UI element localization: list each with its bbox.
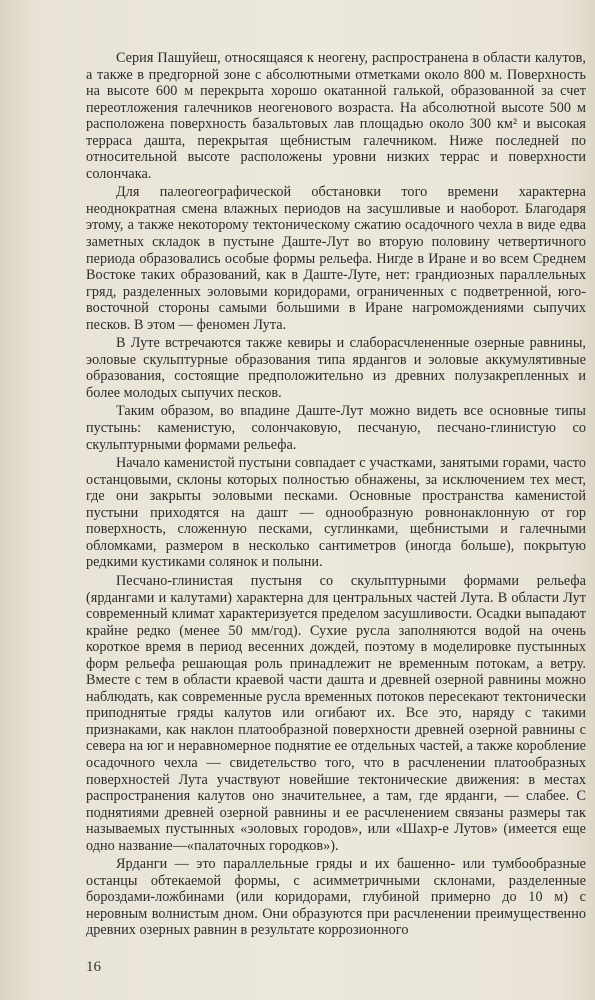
paragraph-kevirs: В Луте встречаются также кевиры и слаборасчлененные озерные равнины, эоловые скульптурные образования типа ярдангов и эоловые аккумулятивные образования, состоящие предположительно из древних полузакрепленных и более молодых сыпучих песков. [86, 335, 586, 401]
page-number: 16 [86, 959, 101, 975]
paragraph-paleogeography: Для палеогеографической обстановки того времени характерна неоднократная смена влажных периодов на засушливые и наоборот. Благодаря этому, а также некоторому тектоническому сжатию осадочного чехла в виде едва заметных складок в пустыне Даште-Лут во вторую половину четвертичного периода образовались особые формы рельефа. Нигде в Иране и во всем Среднем Востоке таких образований, как в Даште-Луте, нет: грандиозных параллельных гряд, разделенных эоловыми коридорами, ограниченных с подветренной, юго-восточной стороны самыми большими в Иране нагромождениями сыпучих песков. В этом — феномен Лута. [86, 184, 586, 333]
paragraph-desert-types: Таким образом, во впадине Даште-Лут можно видеть все основные типы пустынь: каменистую, солончаковую, песчаную, песчано-глинистую со скульптурными формами рельефа. [86, 403, 586, 453]
paragraph-stony-desert: Начало каменистой пустыни совпадает с участками, занятыми горами, часто останцовыми, склоны которых полностью обнажены, за исключением тех мест, где они закрыты эоловыми песками. Основные пространства каменистой пустыни приходятся на дашт — однообразную ровнонаклонную от гор поверхность, сложенную песками, суглинками, щебнистыми и галечными обломками, размером в несколько сантиметров (иногда больше), покрытую редкими кустиками солянок и полыни. [86, 455, 586, 571]
body-text [86, 50, 586, 941]
paragraph-sandy-clay-desert: Песчано-глинистая пустыня со скульптурными формами рельефа (ярдангами и калутами) характерна для центральных частей Лута. В области Лут современный климат характеризуется пределом засушливости. Осадки выпадают крайне редко (менее 50 мм/год). Сухие русла заполняются водой на очень короткое время в период весенних дождей, поэтому в моделировке пустынных форм рельефа решающая роль принадлежит не временным потокам, а ветру. Вместе с тем в области краевой части дашта и древней озерной равнины можно наблюдать, как современные русла временных потоков пересекают тектонически приподнятые гряды калутов или огибают их. Все это, наряду с такими признаками, как наклон платообразной поверхности древней озерной равнины с севера на юг и неравномерное поднятие ее отдельных частей, а также коробление осадочного чехла — свидетельство того, что в расчленении платообразных поверхностей Лута участвуют новейшие тектонические движения: в местах распространения калутов оно значительнее, а там, где ярданги, — слабее. С поднятиями древней озерной равнины и ее расчленением связаны размеры так называемых пустынных «эоловых городов», или «Шахр-е Лутов» (имеется еще одно название—«палаточных городков»). [86, 572, 586, 854]
paragraph-yardangs: Ярданги — это параллельные гряды и их башенно- или тумбообразные останцы обтекаемой формы, с асимметричными склонами, разделенные бороздами-ложбинами (или коридорами, глубиной примерно до 10 м) с неровным волнистым дном. Они образуются при расчленении преимущественно древних озерных равнин в результате коррозионного [86, 856, 586, 939]
paragraph-pashuyesh-series: Серия Пашуйеш, относящаяся к неогену, распространена в области калутов, а также в предгорной зоне с абсолютными отметками около 800 м. Поверхность на высоте 600 м перекрыта хорошо окатанной галькой, образованной за счет переотложения галечников неогенового возраста. На абсолютной высоте 500 м расположена поверхность базальтовых лав площадью около 300 км² и высокая терраса дашта, перекрытая щебнистым галечником. Ниже последней по относительной высоте расположены уровни низких террас и поверхности солончака. [86, 50, 586, 182]
